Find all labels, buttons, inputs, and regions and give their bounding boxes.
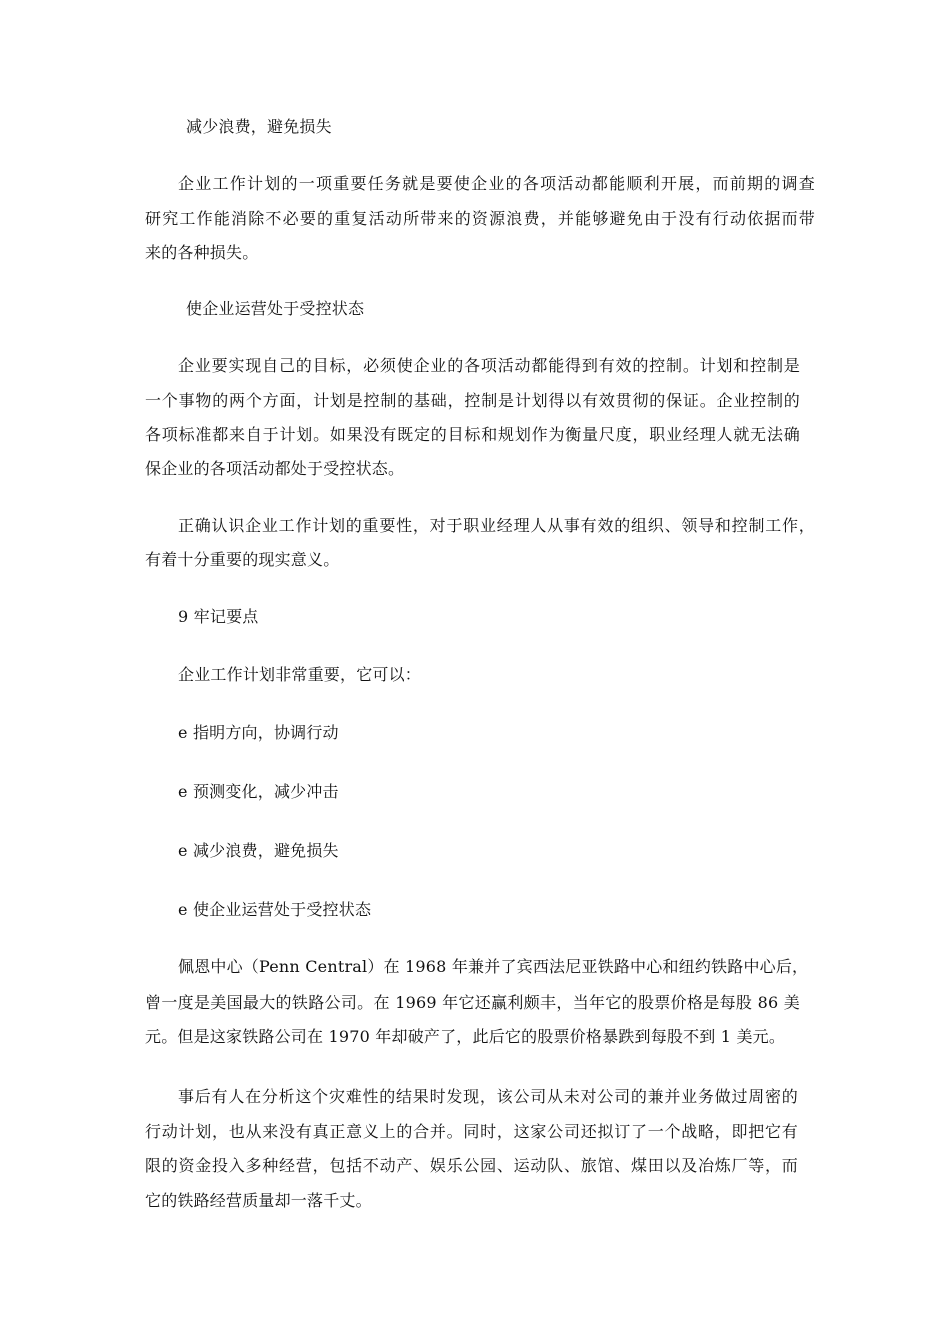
paragraph-line: 各项标准都来自于计划。如果没有既定的目标和规划作为衡量尺度，职业经理人就无法确: [145, 425, 800, 444]
key-points-heading: 9 牢记要点: [178, 607, 259, 626]
list-item: e 减少浪费，避免损失: [178, 841, 339, 860]
paragraph-line: 它的铁路经营质量却一落千丈。: [145, 1191, 372, 1210]
paragraph-line: 佩恩中心（Penn Central）在 1968 年兼并了宾西法尼亚铁路中心和纽约铁路中心后，: [178, 957, 809, 976]
list-item: e 指明方向，协调行动: [178, 723, 339, 742]
paragraph-line: 曾一度是美国最大的铁路公司。在 1969 年它还赢利颇丰，当年它的股票价格是每股 86 美: [145, 993, 800, 1012]
paragraph-line: 有着十分重要的现实意义。: [145, 550, 340, 569]
paragraph-line: 元。但是这家铁路公司在 1970 年却破产了，此后它的股票价格暴跌到每股不到 1 美元。: [145, 1027, 786, 1046]
paragraph-line: 企业要实现自己的目标，必须使企业的各项活动都能得到有效的控制。计划和控制是: [178, 356, 800, 375]
list-item: e 预测变化，减少冲击: [178, 782, 339, 801]
paragraph-line: 来的各种损失。: [145, 243, 259, 262]
paragraph-line: 保企业的各项活动都处于受控状态。: [145, 459, 405, 478]
list-intro: 企业工作计划非常重要，它可以：: [178, 665, 422, 684]
paragraph-line: 限的资金投入多种经营，包括不动产、娱乐公园、运动队、旅馆、煤田以及冶炼厂等，而: [145, 1156, 798, 1175]
heading-controlled-state: 使企业运营处于受控状态: [186, 299, 365, 318]
paragraph-line: 正确认识企业工作计划的重要性，对于职业经理人从事有效的组织、领导和控制工作，: [178, 516, 815, 535]
paragraph-line: 一个事物的两个方面，计划是控制的基础，控制是计划得以有效贯彻的保证。企业控制的: [145, 391, 800, 410]
paragraph-line: 事后有人在分析这个灾难性的结果时发现，该公司从未对公司的兼并业务做过周密的: [178, 1087, 798, 1106]
heading-reduce-waste: 减少浪费，避免损失: [186, 117, 332, 136]
paragraph-line: 行动计划，也从来没有真正意义上的合并。同时，这家公司还拟订了一个战略，即把它有: [145, 1122, 798, 1141]
paragraph-line: 企业工作计划的一项重要任务就是要使企业的各项活动都能顺利开展，而前期的调查: [178, 174, 815, 193]
list-item: e 使企业运营处于受控状态: [178, 900, 372, 919]
paragraph-line: 研究工作能消除不必要的重复活动所带来的资源浪费，并能够避免由于没有行动依据而带: [145, 209, 815, 228]
